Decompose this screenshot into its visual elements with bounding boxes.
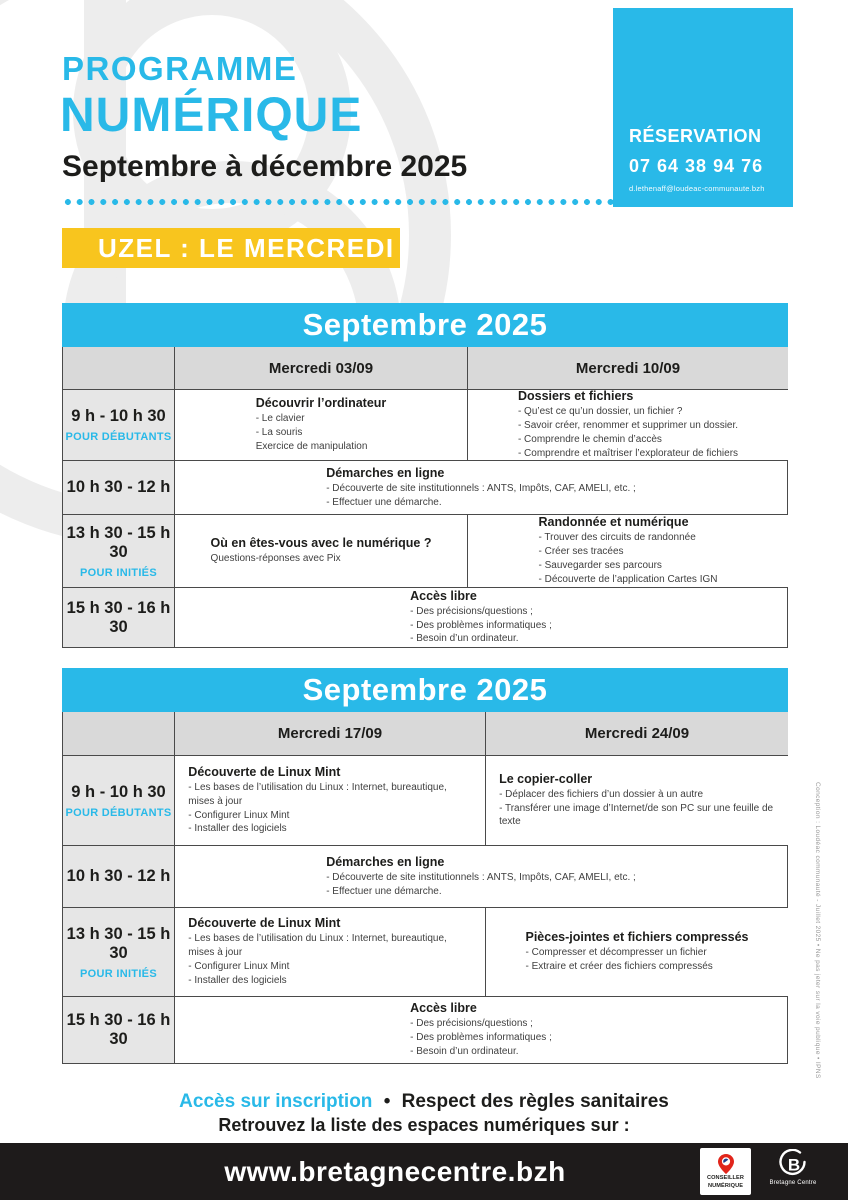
activity-details — [326, 871, 636, 899]
time-slot: 15 h 30 - 16 h 30 — [66, 1011, 171, 1048]
corner-cell — [63, 712, 174, 755]
time-slot-cell — [63, 515, 174, 587]
time-slot-cell — [63, 390, 174, 460]
conseiller-numerique-logo — [700, 1148, 751, 1195]
time-slot: 9 h - 10 h 30 — [71, 407, 166, 425]
detail-line: - Découverte de site institutionnels : ANTS, Impôts, CAF, AMELI, etc. ; — [326, 871, 636, 883]
activity-cell — [174, 515, 467, 587]
detail-line: - Besoin d’un ordinateur. — [410, 1045, 519, 1057]
location-banner: UZEL : LE MERCREDI — [62, 228, 400, 268]
audience-level: POUR DÉBUTANTS — [65, 806, 172, 819]
detail-line: - Créer ses tracées — [538, 546, 624, 558]
footer-note-line2: Retrouvez la liste des espaces numériques sur : — [218, 1115, 630, 1135]
detail-line: - Le clavier — [255, 413, 305, 425]
column-header-date: Mercredi 03/09 — [174, 347, 467, 389]
detail-line: - Besoin d’un ordinateur. — [410, 633, 519, 645]
activity-details — [518, 405, 738, 460]
activity-details — [188, 781, 471, 836]
audience-level: POUR INITIÉS — [80, 566, 157, 579]
table-row — [63, 587, 787, 647]
table-row — [63, 996, 787, 1063]
time-slot: 9 h - 10 h 30 — [71, 782, 166, 801]
detail-line: - Installer des logiciels — [188, 823, 287, 835]
time-slot-cell — [63, 846, 174, 907]
activity-cell-merged — [174, 461, 787, 514]
detail-line: - Savoir créer, renommer et supprimer un dossier. — [517, 420, 739, 432]
detail-line: - Découverte de site institutionnels : ANTS, Impôts, CAF, AMELI, etc. ; — [326, 482, 636, 494]
detail-line: Exercice de manipulation — [255, 440, 368, 452]
detail-line: - Comprendre le chemin d’accès — [517, 434, 662, 445]
time-slot-cell — [63, 908, 174, 996]
activity-details — [410, 1017, 552, 1058]
detail-line: - Des précisions/questions ; — [410, 1018, 533, 1030]
activity-title: Démarches en ligne — [326, 854, 445, 869]
detail-line: - Les bases de l’utilisation du Linux : Internet, bureautique, mises à jour — [188, 781, 447, 807]
column-header-date: Mercredi 24/09 — [485, 712, 788, 755]
activity-details — [326, 482, 636, 510]
time-slot: 15 h 30 - 16 h 30 — [66, 598, 171, 636]
bullet-separator: • — [383, 1091, 391, 1112]
activity-title: Randonnée et numérique — [538, 515, 689, 530]
activity-title: Accès libre — [410, 588, 477, 603]
detail-line: - Comprendre et maîtriser l’explorateur de fichiers — [517, 447, 739, 459]
reservation-email[interactable]: d.lethenaff@loudeac-communaute.bzh — [629, 184, 765, 193]
activity-details — [188, 932, 471, 987]
detail-line: - Les bases de l’utilisation du Linux : Internet, bureautique, mises à jour — [188, 933, 447, 959]
table-2-header-row — [63, 712, 787, 755]
activity-cell — [485, 908, 788, 996]
time-slot: 13 h 30 - 15 h 30 — [66, 924, 171, 962]
time-slot-cell — [63, 997, 174, 1063]
bretagne-centre-label: Bretagne Centre — [769, 1180, 817, 1186]
detail-line: - Installer des logiciels — [188, 974, 287, 986]
activity-cell — [174, 756, 485, 845]
detail-line: - Compresser et décompresser un fichier — [525, 947, 707, 959]
activity-cell — [485, 756, 788, 845]
table-row — [63, 514, 787, 587]
activity-cell — [467, 390, 788, 460]
imprint-side-note: Conception : Loudéac communauté - Juillet 2025 • Ne pas jeter sur la voie publique • IPNS — [814, 782, 821, 1079]
activity-title: Découverte de Linux Mint — [188, 916, 341, 931]
table-row — [63, 755, 787, 845]
detail-line: - La souris — [255, 427, 303, 439]
reservation-label: RÉSERVATION — [629, 126, 762, 146]
table-2-month-title: Septembre 2025 — [62, 668, 788, 712]
time-slot-cell — [63, 756, 174, 845]
activity-title: Accès libre — [410, 1001, 477, 1016]
corner-cell — [63, 347, 174, 389]
activity-details — [499, 788, 775, 829]
detail-line: - Effectuer une démarche. — [326, 885, 442, 897]
activity-cell — [174, 908, 485, 996]
activity-title: Découverte de Linux Mint — [188, 764, 341, 779]
detail-line: Questions-réponses avec Pix — [210, 553, 341, 565]
activity-cell-merged — [174, 997, 787, 1063]
conseiller-label-line1: CONSEILLER — [706, 1175, 745, 1182]
bretagne-centre-logo — [765, 1149, 821, 1195]
table-row — [63, 907, 787, 996]
activity-cell — [174, 390, 467, 460]
audience-level: POUR DÉBUTANTS — [65, 431, 172, 443]
activity-cell-merged — [174, 846, 787, 907]
activity-details — [525, 946, 748, 974]
table-1-month-title: Septembre 2025 — [62, 303, 788, 347]
detail-line: - Déplacer des fichiers d’un dossier à un autre — [499, 788, 704, 800]
activity-cell-merged — [174, 588, 787, 647]
activity-details — [539, 531, 718, 586]
schedule-table-1 — [62, 303, 788, 648]
bretagne-centre-monogram-icon — [778, 1149, 808, 1179]
time-slot: 13 h 30 - 15 h 30 — [66, 523, 171, 561]
detail-line: - Configurer Linux Mint — [188, 809, 290, 821]
column-header-date: Mercredi 17/09 — [174, 712, 485, 755]
detail-line: - Des problèmes informatiques ; — [410, 619, 552, 631]
table-row — [63, 389, 787, 460]
time-slot-cell — [63, 461, 174, 514]
activity-title: Dossiers et fichiers — [517, 389, 634, 404]
map-pin-icon — [718, 1154, 734, 1174]
table-1-header-row — [63, 347, 787, 389]
audience-level: POUR INITIÉS — [80, 967, 157, 980]
detail-line: - Qu’est ce qu’un dossier, un fichier ? — [517, 406, 683, 418]
table-2-grid — [62, 712, 788, 1064]
table-row — [63, 845, 787, 907]
detail-line: - Trouver des circuits de randonnée — [538, 532, 696, 544]
footer-note-line1 — [0, 1091, 848, 1113]
svg-text:B: B — [787, 1155, 801, 1175]
detail-line: - Sauvegarder ses parcours — [538, 560, 662, 571]
detail-line: - Découverte de l’application Cartes IGN — [538, 573, 718, 585]
page-title-line2: NUMÉRIQUE — [60, 89, 363, 142]
activity-details — [410, 605, 552, 646]
access-inscription-text: Accès sur inscription — [179, 1091, 373, 1112]
detail-line: - Configurer Linux Mint — [188, 961, 290, 972]
detail-line: - Transférer une image d’Internet/de son PC sur une feuille de texte — [499, 802, 774, 828]
dotted-separator — [62, 198, 616, 206]
reservation-box — [613, 8, 793, 207]
conseiller-label-line2: NUMÉRIQUE — [707, 1182, 744, 1189]
page-title-line1: PROGRAMME — [62, 50, 298, 87]
activity-cell — [467, 515, 788, 587]
website-url[interactable]: www.bretagnecentre.bzh — [224, 1156, 566, 1187]
activity-title: Où en êtes-vous avec le numérique ? — [210, 536, 432, 551]
activity-title: Découvrir l’ordinateur — [255, 396, 387, 411]
activity-title: Démarches en ligne — [326, 465, 445, 480]
activity-title: Le copier-coller — [499, 771, 593, 786]
schedule-table-2 — [62, 668, 788, 1064]
detail-line: - Des précisions/questions ; — [410, 605, 533, 617]
footer-bar — [0, 1143, 848, 1200]
table-1-grid — [62, 347, 788, 648]
detail-line: - Des problèmes informatiques ; — [410, 1032, 552, 1044]
detail-line: - Extraire et créer des fichiers compressés — [525, 961, 713, 972]
column-header-date: Mercredi 10/09 — [467, 347, 788, 389]
reservation-phone: 07 64 38 94 76 — [629, 156, 764, 176]
activity-title: Pièces-jointes et fichiers compressés — [525, 930, 749, 945]
time-slot: 10 h 30 - 12 h — [66, 867, 171, 885]
detail-line: - Effectuer une démarche. — [326, 496, 442, 508]
activity-details — [211, 552, 432, 566]
rules-text: Respect des règles sanitaires — [401, 1091, 669, 1112]
page-subtitle: Septembre à décembre 2025 — [62, 150, 468, 183]
activity-details — [256, 412, 387, 453]
time-slot-cell — [63, 588, 174, 647]
table-row — [63, 460, 787, 514]
time-slot: 10 h 30 - 12 h — [66, 478, 171, 496]
